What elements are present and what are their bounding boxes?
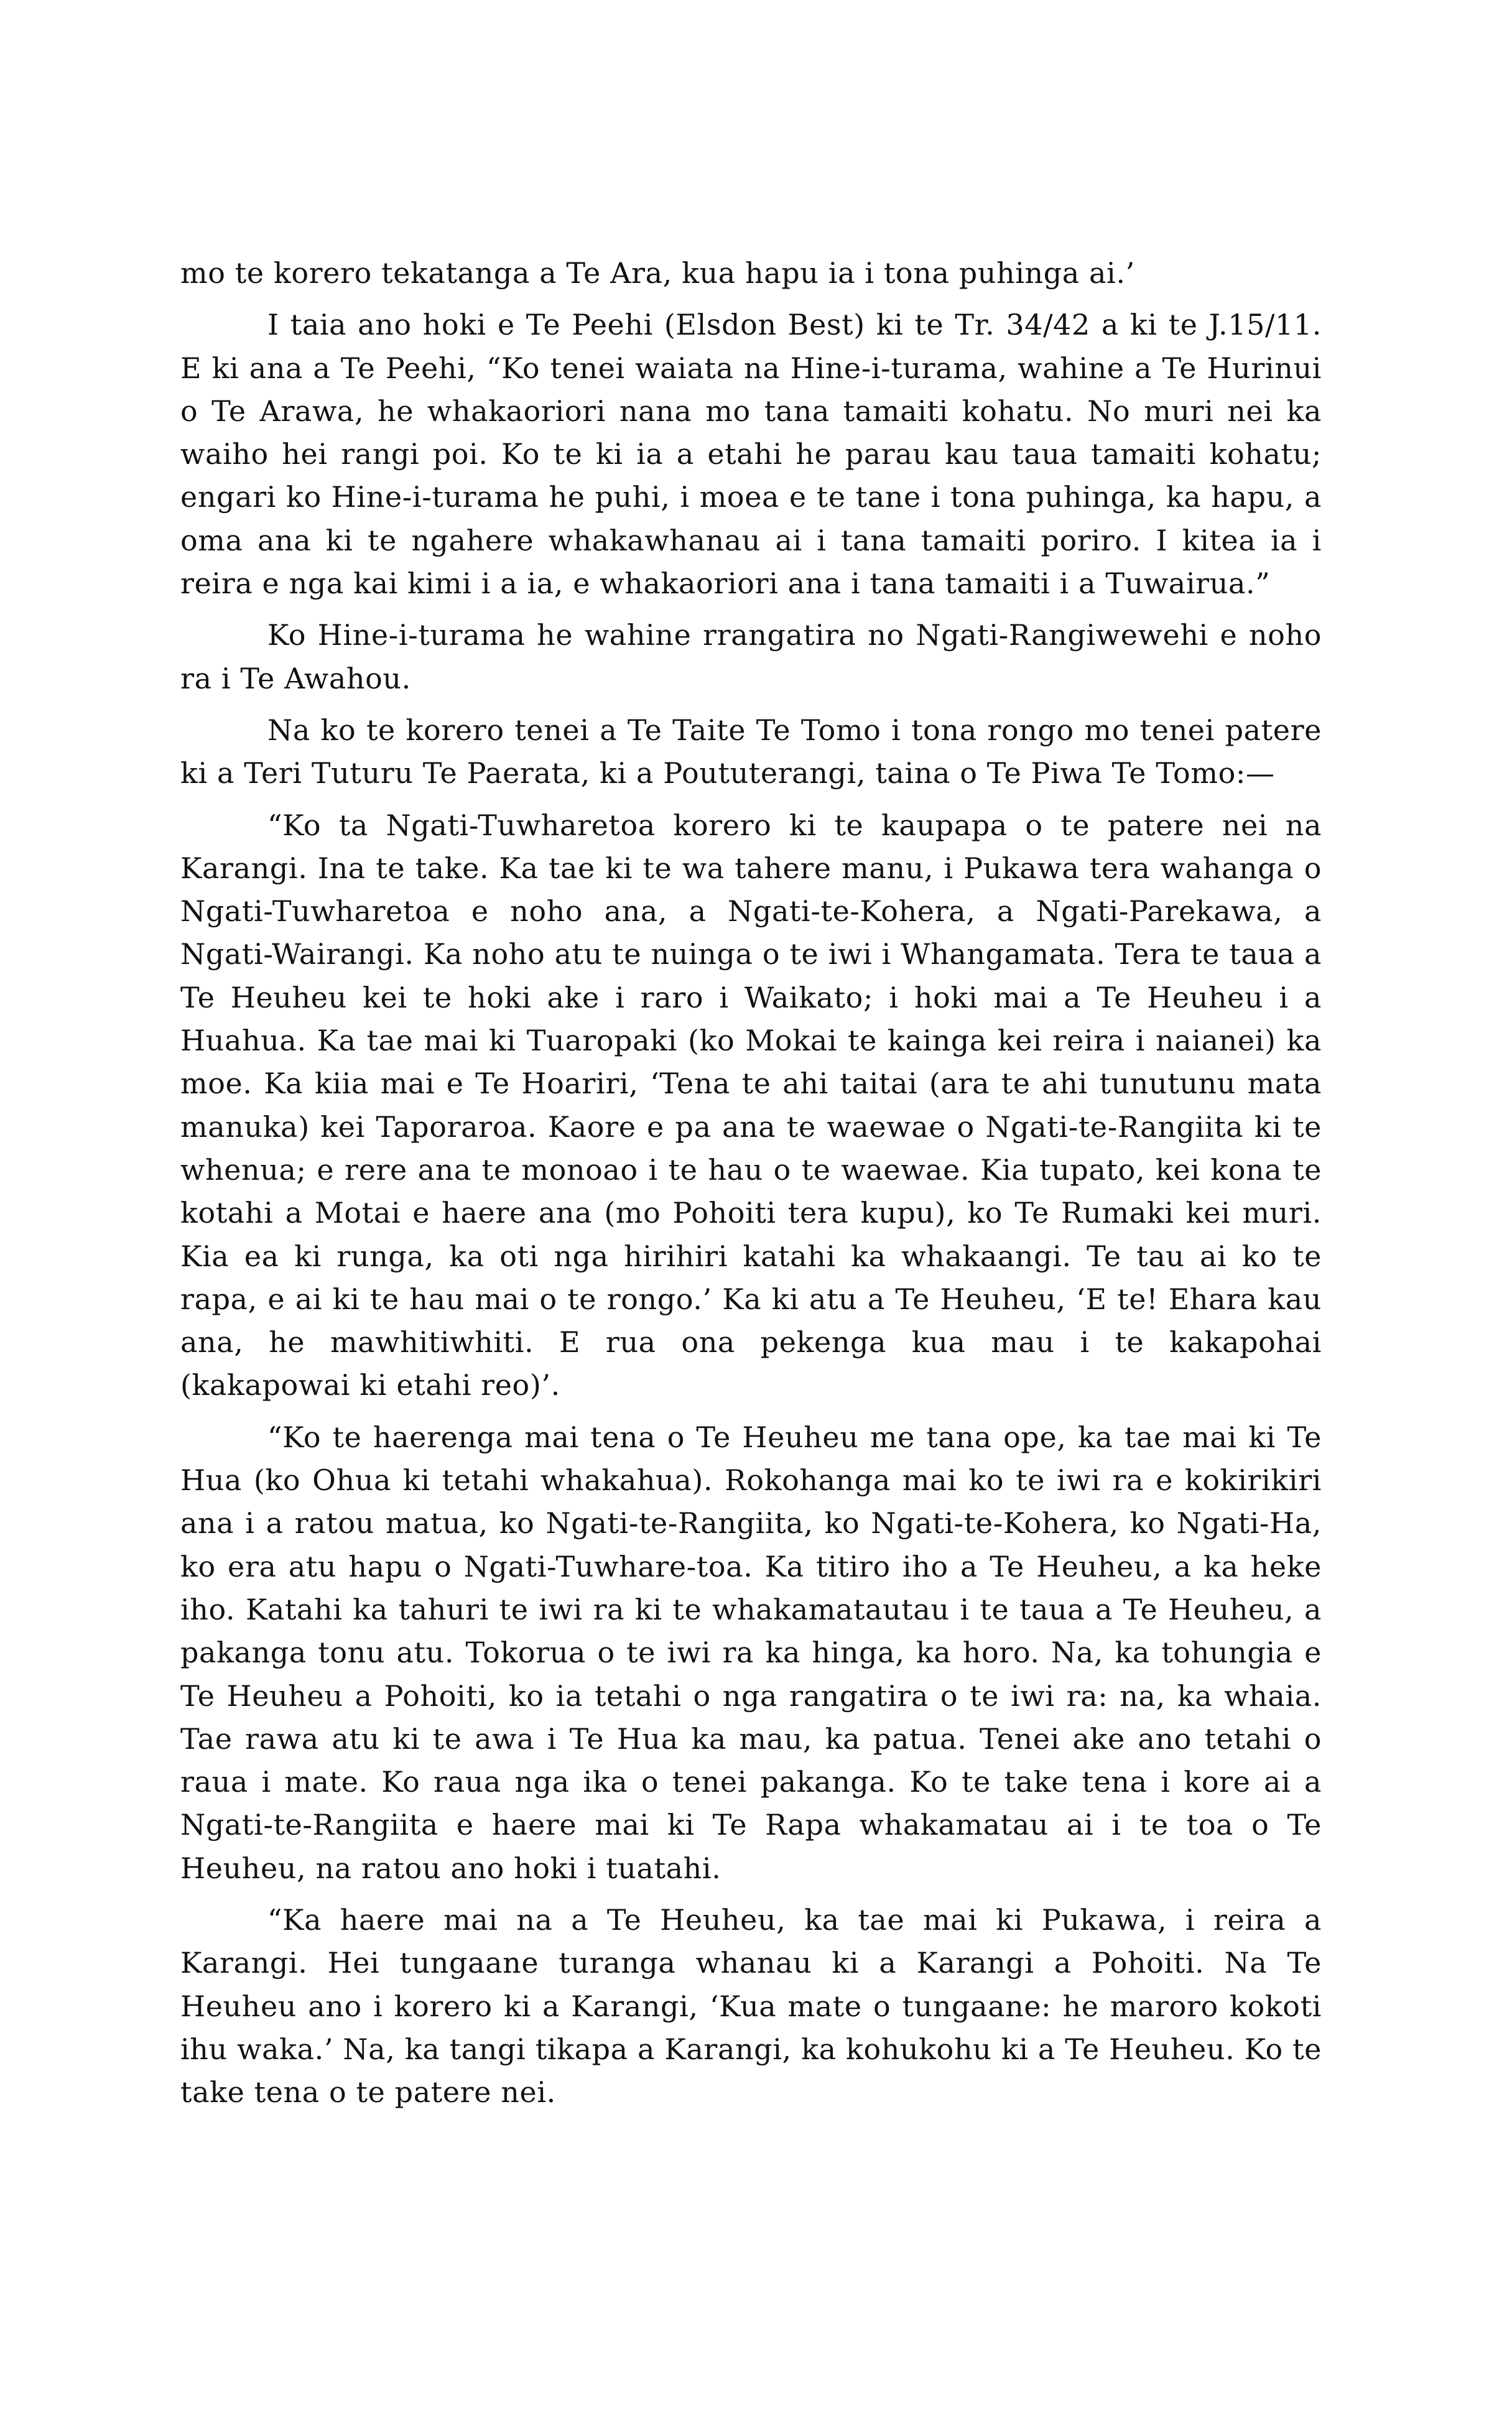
paragraph-tuwharetoa-korero: “Ko ta Ngati-Tuwharetoa korero ki te kaupapa o te patere nei na Karangi. Ina te take. Ka tae ki te wa tahere manu, i Pukawa tera wahanga o Ngati-Tuwharetoa e noho ana, a Ngati-te-Kohera, a Ngati-Parekawa, a Ngati-Wairangi. Ka noho atu te nuinga o te iwi i Whangamata. Tera te taua a Te Heuheu kei te hoki ake i raro i Waikato; i hoki mai a Te Heuheu i a Huahua. Ka tae mai ki Tuaropaki (ko Mokai te kainga kei reira i naianei) ka moe. Ka kiia mai e Te Hoariri, ‘Tena te ahi taitai (ara te ahi tunutunu mata manuka) kei Taporaroa. Kaore e pa ana te waewae o Ngati-te-Rangiita ki te whenua; e rere ana te monoao i te hau o te waewae. Kia tupato, kei kona te kotahi a Motai e haere ana (mo Pohoiti tera kupu), ko Te Rumaki kei muri. Kia ea ki runga, ka oti nga hirihiri katahi ka whakaangi. Te tau ai ko te rapa, e ai ki te hau mai o te rongo.’ Ka ki atu a Te Heuheu, ‘E te! Ehara kau ana, he mawhitiwhiti. E rua ona pekenga kua mau i te kakapohai (kakapowai ki etahi reo)’. bbox=[180, 808, 1322, 1402]
paragraph-elsdon-best: I taia ano hoki e Te Peehi (Elsdon Best) ki te Tr. 34/42 a ki te J.15/11. E ki ana a Te Peehi, “Ko tenei waiata na Hine-i-turama, wahine a Te Hurinui o Te Arawa, he whakaoriori nana mo tana tamaiti kohatu. No muri nei ka waiho hei rangi poi. Ko te ki ia a etahi he parau kau taua tamaiti kohatu; engari ko Hine-i-turama he puhi, i moea e te tane i tona puhinga, ka hapu, a oma ana ki te ngahere whakawhanau ai i tana tamaiti poriro. I kitea ia i reira e nga kai kimi i a ia, e whakaoriori ana i tana tamaiti i a Tuwairua.” bbox=[180, 308, 1322, 601]
document-page bbox=[180, 252, 1322, 2123]
paragraph-haerenga: “Ko te haerenga mai tena o Te Heuheu me tana ope, ka tae mai ki Te Hua (ko Ohua ki tetahi whakahua). Rokohanga mai ko te iwi ra e kokirikiri ana i a ratou matua, ko Ngati-te-Rangiita, ko Ngati-te-Kohera, ko Ngati-Ha, ko era atu hapu o Ngati-Tuwhare-toa. Ka titiro iho a Te Heuheu, a ka heke iho. Katahi ka tahuri te iwi ra ki te whakamatautau i te taua a Te Heuheu, a pakanga tonu atu. Tokorua o te iwi ra ka hinga, ka horo. Na, ka tohungia e Te Heuheu a Pohoiti, ko ia tetahi o nga rangatira o te iwi ra: na, ka whaia. Tae rawa atu ki te awa i Te Hua ka mau, ka patua. Tenei ake ano tetahi o raua i mate. Ko raua nga ika o tenei pakanga. Ko te take tena i kore ai a Ngati-te-Rangiita e haere mai ki Te Rapa whakamatau ai i te toa o Te Heuheu, na ratou ano hoki i tuatahi. bbox=[180, 1420, 1322, 1885]
paragraph-continuation: mo te korero tekatanga a Te Ara, kua hapu ia i tona puhinga ai.’ bbox=[180, 256, 1135, 290]
paragraph-hine-i-turama: Ko Hine-i-turama he wahine rrangatira no Ngati-Rangiwewehi e noho ra i Te Awahou. bbox=[180, 618, 1322, 695]
paragraph-karangi: “Ka haere mai na a Te Heuheu, ka tae mai ki Pukawa, i reira a Karangi. Hei tungaane turanga whanau ki a Karangi a Pohoiti. Na Te Heuheu ano i korero ki a Karangi, ‘Kua mate o tungaane: he maroro kokoti ihu waka.’ Na, ka tangi tikapa a Karangi, ka kohukohu ki a Te Heuheu. Ko te take tena o te patere nei. bbox=[180, 1902, 1322, 2110]
paragraph-te-taite: Na ko te korero tenei a Te Taite Te Tomo i tona rongo mo tenei patere ki a Teri Tuturu Te Paerata, ki a Poututerangi, taina o Te Piwa Te Tomo:— bbox=[180, 713, 1322, 790]
